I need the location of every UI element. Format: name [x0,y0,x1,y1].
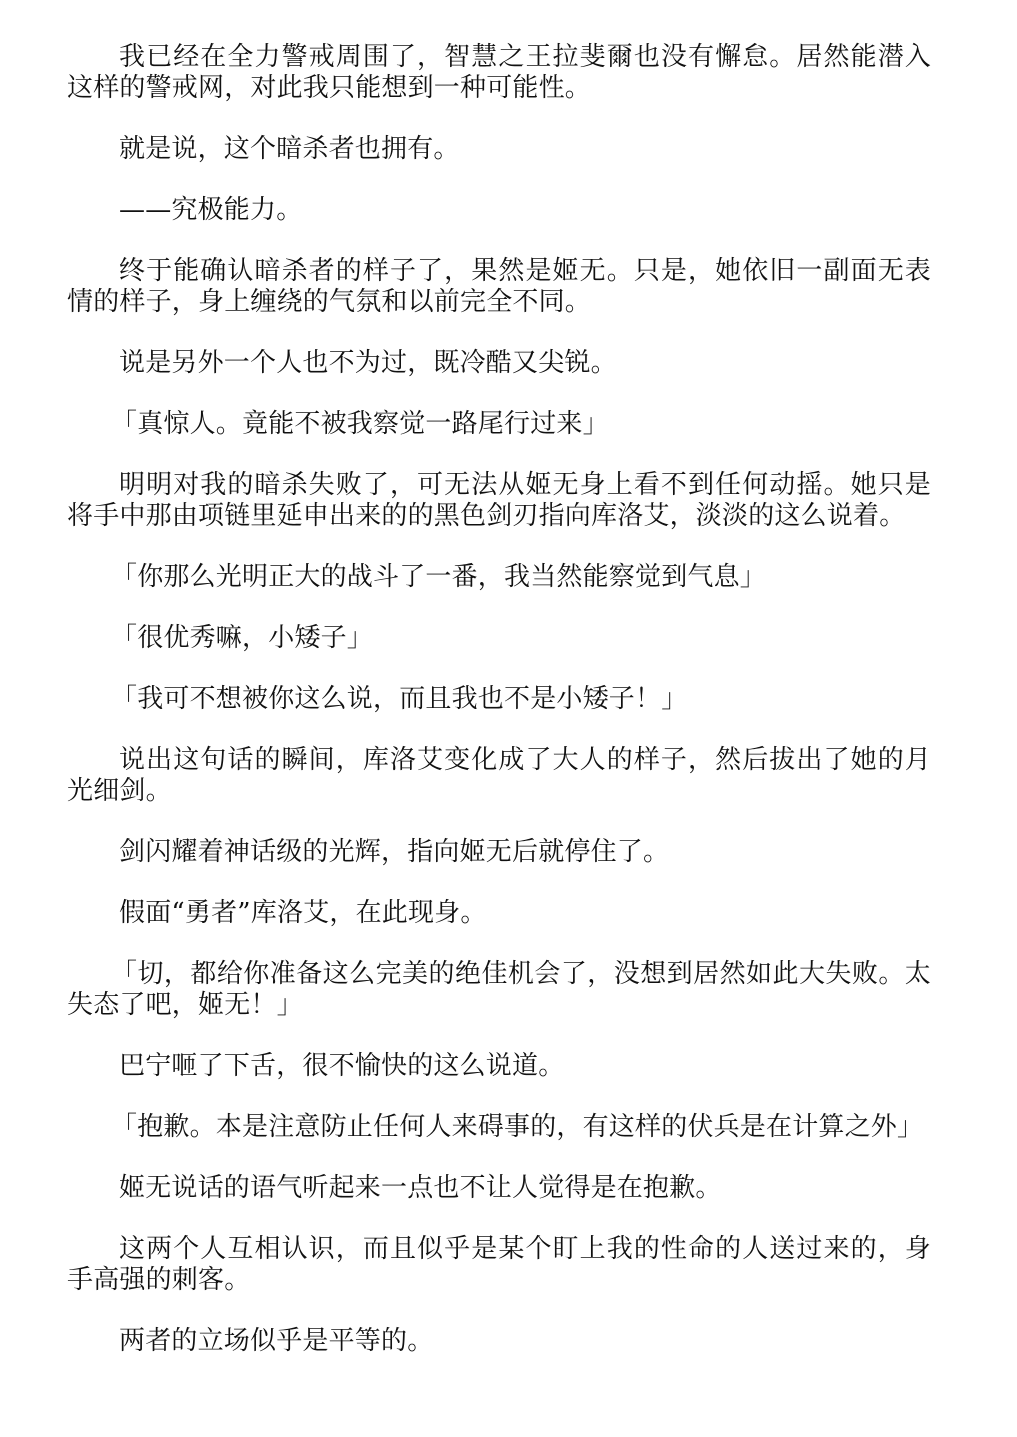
paragraph: 两者的立场似乎是平等的。 [119,1326,434,1356]
dialog-line: 「抱歉。本是注意防止任何人来碍事的，有这样的伏兵是在计算之外」 [111,1112,924,1142]
paragraph: 说是另外一个人也不为过，既冷酷又尖锐。 [119,348,617,378]
paragraph: 终于能确认暗杀者的样子了，果然是姬无。只是，她依旧一副面无表情的样子，身上缠绕的气氛和以前完全不同。 [67,256,931,317]
paragraph: 这两个人互相认识，而且似乎是某个盯上我的性命的人送过来的，身手高强的刺客。 [67,1234,931,1295]
dialog-line: 「我可不想被你这么说，而且我也不是小矮子！」 [111,684,688,714]
paragraph: 巴宁咂了下舌，很不愉快的这么说道。 [119,1051,565,1081]
paragraph: ——究极能力。 [119,195,303,225]
dialog-line: 「真惊人。竟能不被我察觉一路尾行过来」 [111,409,609,439]
paragraph: 剑闪耀着神话级的光辉，指向姬无后就停住了。 [119,837,670,867]
dialog-line: 「切，都给你准备这么完美的绝佳机会了，没想到居然如此大失败。太失态了吧，姬无！」 [67,959,931,1020]
dialog-line: 「你那么光明正大的战斗了一番，我当然能察觉到气息」 [111,562,767,592]
paragraph: 姬无说话的语气听起来一点也不让人觉得是在抱歉。 [119,1173,722,1203]
paragraph: 明明对我的暗杀失败了，可无法从姬无身上看不到任何动摇。她只是将手中那由项链里延申出来的的黑色剑刃指向库洛艾，淡淡的这么说着。 [67,470,931,531]
paragraph: 就是说，这个暗杀者也拥有。 [119,134,460,164]
paragraph: 假面“勇者”库洛艾，在此现身。 [119,898,487,928]
paragraph: 我已经在全力警戒周围了，智慧之王拉斐爾也没有懈怠。居然能潜入这样的警戒网，对此我只能想到一种可能性。 [67,42,931,103]
dialog-line: 「很优秀嘛，小矮子」 [111,623,374,653]
document-page [67,42,931,1387]
paragraph: 说出这句话的瞬间，库洛艾变化成了大人的样子，然后拔出了她的月光细剑。 [67,745,931,806]
